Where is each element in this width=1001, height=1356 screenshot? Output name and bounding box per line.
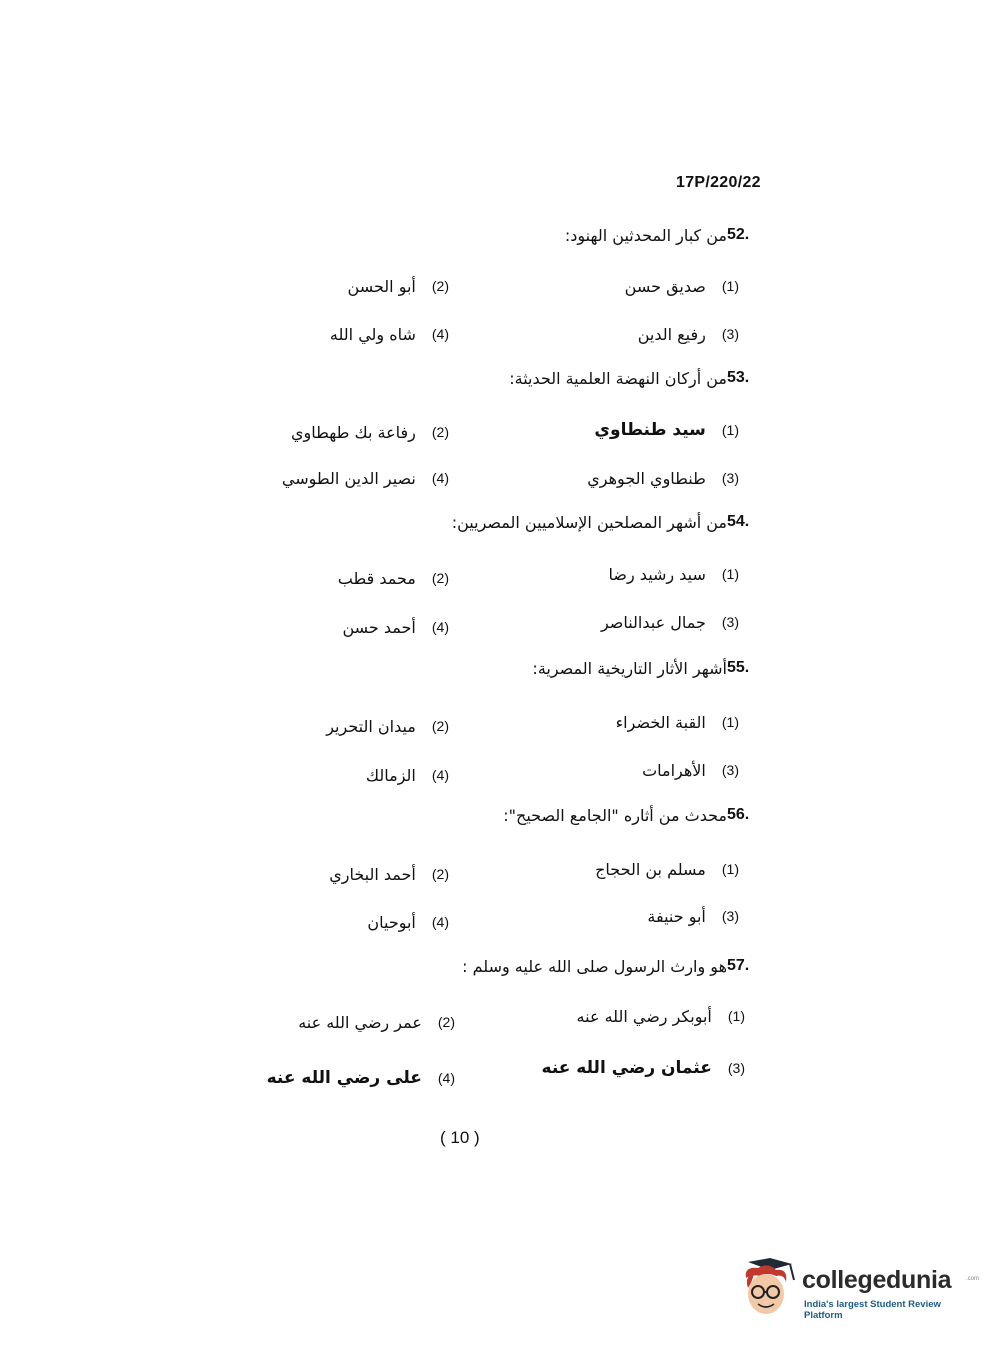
question-stem: هو وارث الرسول صلى الله عليه وسلم : [462,956,727,976]
page-number: ( 10 ) [440,1128,480,1147]
q57-option-4 [267,1065,455,1091]
option-label: (3) [721,762,739,778]
q55-option-4 [366,762,449,788]
option-label: (1) [727,1008,745,1024]
question-54 [452,509,779,535]
q54-option-2 [338,565,449,591]
q55-option-3 [642,757,739,783]
question-number: 55. [727,659,750,676]
option-text: ميدان التحرير [326,716,416,736]
option-label: (3) [721,908,739,924]
q57-option-2 [298,1009,455,1035]
q56-option-2 [329,861,449,887]
option-label: (4) [431,619,449,635]
option-label: (3) [721,326,739,342]
question-56 [503,802,779,828]
question-number: 52. [727,226,750,243]
mascot-icon [740,1258,798,1322]
option-label: (1) [721,278,739,294]
option-label: (4) [431,767,449,783]
q52-option-4 [330,321,449,347]
option-text: جمال عبدالناصر [600,612,706,632]
paper-code: 17P/220/22 [676,174,761,191]
option-label: (1) [721,714,739,730]
q56-option-4 [367,909,449,935]
brand-tagline: India's largest Student Review Platform [804,1299,941,1321]
option-text: نصير الدين الطوسي [281,468,416,488]
q54-option-4 [342,614,449,640]
question-number: 53. [727,369,750,386]
option-label: (3) [721,614,739,630]
question-number: 54. [727,513,750,530]
option-text: مسلم بن الحجاج [595,859,706,879]
option-text: القبة الخضراء [615,712,706,732]
option-label: (4) [431,914,449,930]
question-stem: من أشهر المصلحين الإسلاميين المصريين: [451,512,727,532]
option-text: أبو حنيفة [647,906,706,926]
option-label: (1) [721,861,739,877]
option-label: (1) [721,566,739,582]
option-text: أحمد البخاري [329,864,416,884]
option-label: (2) [431,718,449,734]
option-label: (4) [431,326,449,342]
question-number: 57. [727,957,750,974]
q57-option-1 [577,1003,745,1029]
option-text: شاه ولي الله [329,324,416,344]
option-text: أبوحيان [367,912,416,932]
option-label: (3) [727,1060,745,1076]
option-text: رفاعة بك طهطاوي [291,422,416,442]
q54-option-1 [609,561,739,587]
question-stem: من كبار المحدثين الهنود: [564,225,727,245]
option-text: صديق حسن [624,276,706,296]
q54-option-3 [601,609,739,635]
q53-option-4 [282,465,449,491]
q55-option-1 [616,709,739,735]
q53-option-1 [594,417,739,443]
q56-option-3 [647,903,739,929]
option-label: (2) [437,1014,455,1030]
brand-domain-suffix: .com [966,1276,980,1282]
option-label: (3) [721,470,739,486]
question-52 [565,222,779,248]
question-57 [462,953,779,979]
collegedunia-watermark [740,1258,980,1322]
option-text: على رضي الله عنه [266,1068,422,1088]
option-label: (4) [431,470,449,486]
option-text: أبو الحسن [347,276,416,296]
question-stem: محدث من أثاره "الجامع الصحيح": [503,805,727,825]
option-label: (4) [437,1070,455,1086]
option-text: الأهرامات [642,760,706,780]
q53-option-2 [291,419,449,445]
option-label: (2) [431,866,449,882]
option-label: (2) [431,278,449,294]
q53-option-3 [587,465,739,491]
question-stem: من أركان النهضة العلمية الحديثة: [509,368,727,388]
question-55 [532,655,779,681]
q52-option-3 [638,321,739,347]
q55-option-2 [326,713,449,739]
question-stem: أشهر الأثار التاريخية المصرية: [532,658,727,678]
option-text: عمر رضي الله عنه [298,1012,422,1032]
brand-name: collegedunia [802,1266,952,1294]
q52-option-1 [625,273,739,299]
option-text: محمد قطب [337,568,416,588]
option-text: عثمان رضي الله عنه [541,1058,712,1078]
option-label: (2) [431,570,449,586]
option-text: أحمد حسن [342,617,416,637]
q52-option-2 [348,273,449,299]
option-text: الزمالك [365,765,416,785]
option-text: رفيع الدين [637,324,706,344]
option-text: أبوبكر رضي الله عنه [576,1006,712,1026]
option-text: سيد طنطاوي [594,420,706,440]
q57-option-3 [542,1055,745,1081]
option-label: (2) [431,424,449,440]
q56-option-1 [595,856,739,882]
question-number: 56. [727,806,750,823]
option-text: طنطاوي الجوهري [587,468,706,488]
option-label: (1) [721,422,739,438]
question-53 [509,365,779,391]
option-text: سيد رشيد رضا [608,564,706,584]
